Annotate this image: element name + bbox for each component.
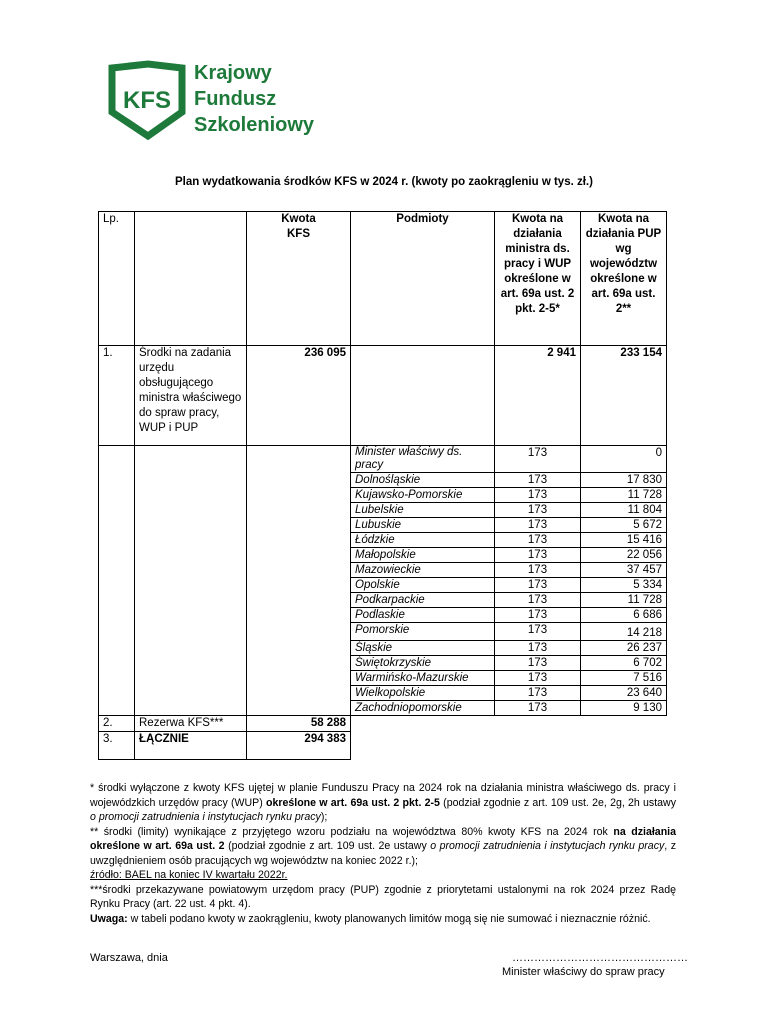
footnote-source: źródło: BAEL na koniec IV kwartału 2022r. bbox=[90, 869, 288, 881]
region-pup: 9 130 bbox=[581, 701, 667, 716]
region-minister: 173 bbox=[495, 608, 581, 623]
region-name: Dolnośląskie bbox=[351, 473, 495, 488]
region-name: Świętokrzyskie bbox=[351, 656, 495, 671]
footnote-3: ***środki przekazywane powiatowym urzędom pracy (PUP) zgodnie z priorytetami ustalonymi na rok 2024 przez Radę Rynku Pracy (art. 22 ust. 4 pkt. 4). bbox=[90, 883, 676, 910]
region-minister: 173 bbox=[495, 563, 581, 578]
region-pup: 22 056 bbox=[581, 548, 667, 563]
region-name: Zachodniopomorskie bbox=[351, 701, 495, 716]
footnote-1: * środki wyłączone z kwoty KFS ujętej w planie Funduszu Pracy na 2024 rok na działania ministra właściwego ds. pracy i wojewódzkich urzędów pracy (WUP) określone w art. 69a ust. 2 pkt. 2-5 (podział zgodnie z art. 109 ust. 2e, 2g, 2h ustawy o promocji zatrudnienia i instytucjach rynku pracy); bbox=[90, 782, 677, 823]
row1-name: Środki na zadania urzędu obsługującego ministra właściwego do spraw pracy, WUP i PUP bbox=[135, 346, 247, 446]
region-name: Minister właściwy ds. pracy bbox=[351, 446, 495, 473]
region-pup: 6 702 bbox=[581, 656, 667, 671]
header-empty bbox=[135, 212, 247, 346]
region-pup: 17 830 bbox=[581, 473, 667, 488]
region-name: Lubelskie bbox=[351, 503, 495, 518]
table-row bbox=[99, 732, 667, 760]
footnote-remark: Uwaga: w tabeli podano kwoty w zaokrągleniu, kwoty planowanych limitów mogą się nie sumować i nieznacznie różnić. bbox=[90, 912, 651, 925]
region-pup: 7 516 bbox=[581, 671, 667, 686]
row1-podmioty bbox=[351, 346, 495, 446]
row2-name: Rezerwa KFS*** bbox=[135, 716, 247, 732]
row3-kwota: 294 383 bbox=[247, 732, 351, 760]
logo-badge: KFS bbox=[123, 87, 171, 114]
signature-line: ………………………………………… bbox=[512, 952, 688, 964]
region-name: Śląskie bbox=[351, 641, 495, 656]
region-pup: 11 728 bbox=[581, 593, 667, 608]
footer-place-date: Warszawa, dnia bbox=[90, 952, 168, 964]
region-minister: 173 bbox=[495, 473, 581, 488]
row3-lp: 3. bbox=[99, 732, 135, 760]
region-minister: 173 bbox=[495, 641, 581, 656]
row1-minister: 2 941 bbox=[495, 346, 581, 446]
table-row bbox=[99, 346, 667, 446]
region-pup: 23 640 bbox=[581, 686, 667, 701]
region-name: Opolskie bbox=[351, 578, 495, 593]
signature-label: Minister właściwy do spraw pracy bbox=[502, 966, 665, 978]
header-kwota-pup: Kwota na działania PUP wg województw określone w art. 69a ust. 2** bbox=[581, 212, 667, 346]
region-minister: 173 bbox=[495, 701, 581, 716]
region-name: Podlaskie bbox=[351, 608, 495, 623]
region-minister: 173 bbox=[495, 671, 581, 686]
region-name: Kujawsko-Pomorskie bbox=[351, 488, 495, 503]
table-row bbox=[99, 446, 667, 473]
region-minister: 173 bbox=[495, 446, 581, 473]
header-kwota-ministra: Kwota na działania ministra ds. pracy i WUP określone w art. 69a ust. 2 pkt. 2-5* bbox=[495, 212, 581, 346]
region-minister: 173 bbox=[495, 518, 581, 533]
table-header-row bbox=[99, 212, 667, 346]
region-pup: 5 334 bbox=[581, 578, 667, 593]
region-pup: 11 728 bbox=[581, 488, 667, 503]
region-name: Łódzkie bbox=[351, 533, 495, 548]
region-pup: 37 457 bbox=[581, 563, 667, 578]
header-lp: Lp. bbox=[99, 212, 135, 346]
row2-lp: 2. bbox=[99, 716, 135, 732]
region-name: Małopolskie bbox=[351, 548, 495, 563]
row3-name: ŁĄCZNIE bbox=[135, 732, 247, 760]
logo-line2: Fundusz bbox=[194, 88, 277, 110]
region-minister: 173 bbox=[495, 533, 581, 548]
footnote-2: ** środki (limity) wynikające z przyjętego wzoru podziału na województwa 80% kwoty KFS na 2024 rok na działania określone w art. 69a ust. 2 (podział zgodnie z art. 109 ust. 2e ustawy o promocji zatrudnienia i instytucjach rynku pracy, z uwzględnieniem osób pracujących wg województw na koniec 2022 r.); bbox=[90, 825, 677, 867]
logo-line3: Szkoleniowy bbox=[194, 114, 315, 136]
logo-line1: Krajowy bbox=[194, 62, 272, 84]
row1-lp: 1. bbox=[99, 346, 135, 446]
region-minister: 173 bbox=[495, 656, 581, 671]
table-row bbox=[99, 716, 667, 732]
region-name: Podkarpackie bbox=[351, 593, 495, 608]
region-minister: 173 bbox=[495, 488, 581, 503]
row1-kwota: 236 095 bbox=[247, 346, 351, 446]
region-minister: 173 bbox=[495, 548, 581, 563]
regions-kwota bbox=[247, 446, 351, 716]
region-minister: 173 bbox=[495, 578, 581, 593]
region-minister: 173 bbox=[495, 593, 581, 608]
region-pup: 0 bbox=[581, 446, 667, 473]
region-pup: 15 416 bbox=[581, 533, 667, 548]
logo-text bbox=[194, 60, 314, 138]
region-name: Lubuskie bbox=[351, 518, 495, 533]
region-pup: 5 672 bbox=[581, 518, 667, 533]
header-kwota-kfs: Kwota KFS bbox=[247, 212, 351, 346]
region-pup: 11 804 bbox=[581, 503, 667, 518]
region-minister: 173 bbox=[495, 623, 581, 641]
footnotes bbox=[90, 781, 676, 926]
row2-kwota: 58 288 bbox=[247, 716, 351, 732]
kfs-shield-icon bbox=[108, 60, 186, 140]
budget-table bbox=[98, 211, 667, 760]
region-name: Wielkopolskie bbox=[351, 686, 495, 701]
page-title: Plan wydatkowania środków KFS w 2024 r. (kwoty po zaokrągleniu w tys. zł.) bbox=[175, 176, 593, 188]
kfs-logo bbox=[108, 60, 338, 140]
region-minister: 173 bbox=[495, 686, 581, 701]
region-name: Warmińsko-Mazurskie bbox=[351, 671, 495, 686]
regions-name bbox=[135, 446, 247, 716]
region-pup: 6 686 bbox=[581, 608, 667, 623]
regions-lp bbox=[99, 446, 135, 716]
region-name: Pomorskie bbox=[351, 623, 495, 641]
region-pup: 26 237 bbox=[581, 641, 667, 656]
region-pup: 14 218 bbox=[581, 623, 667, 641]
region-minister: 173 bbox=[495, 503, 581, 518]
row1-pup: 233 154 bbox=[581, 346, 667, 446]
header-podmioty: Podmioty bbox=[351, 212, 495, 346]
region-name: Mazowieckie bbox=[351, 563, 495, 578]
